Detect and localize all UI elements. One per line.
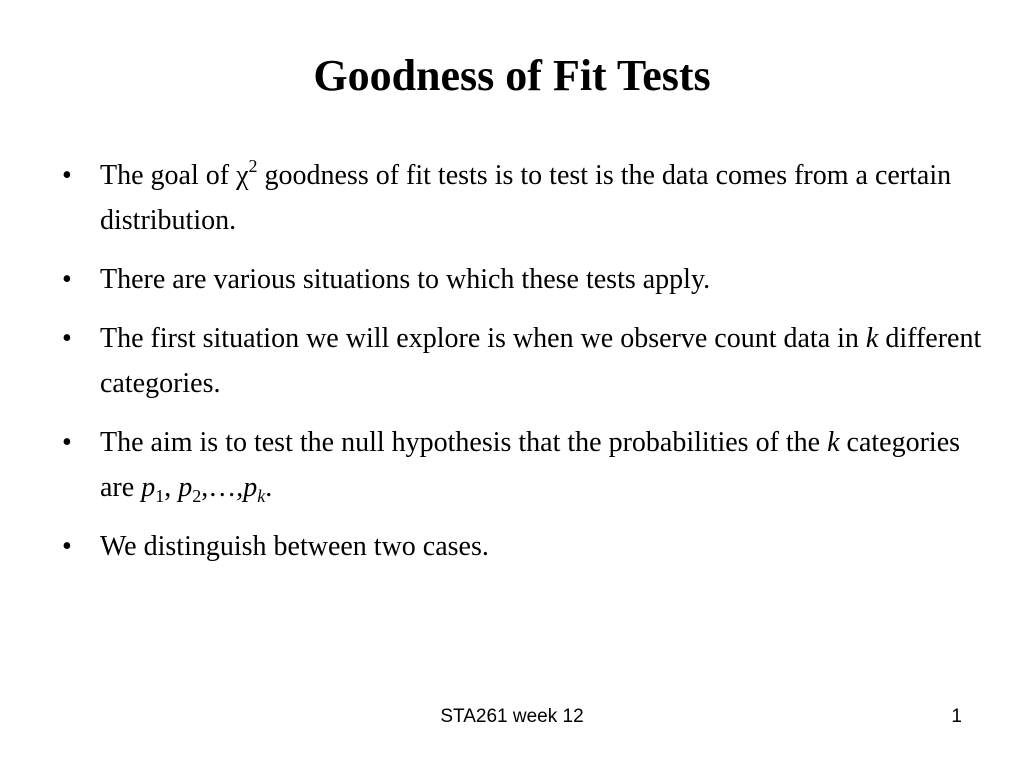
text-fragment: The first situation we will explore is when we observe count data in [100, 323, 866, 354]
subscript: 1 [155, 486, 165, 506]
text-fragment: different categories. [100, 323, 982, 399]
text-fragment: ,…, [201, 472, 244, 503]
math-variable: p [178, 472, 193, 503]
math-variable: k [257, 486, 266, 506]
bullet-text: We distinguish between two cases. [100, 531, 489, 562]
text-fragment: , [164, 472, 179, 503]
bullet-text: There are various situations to which these tests apply. [100, 264, 711, 295]
math-variable: k [827, 427, 840, 458]
bullet-list [62, 153, 982, 583]
bullet-item-situations [62, 257, 982, 302]
math-variable: p [141, 472, 156, 503]
math-variable: p [243, 472, 258, 503]
bullet-marker: • [62, 531, 72, 562]
subscript [257, 486, 265, 506]
bullet-marker: • [62, 160, 72, 191]
superscript: 2 [248, 156, 258, 176]
bullet-text [100, 316, 982, 406]
text-fragment: categories are [100, 427, 961, 503]
text-fragment: The goal of [100, 160, 237, 191]
bullet-marker: • [62, 427, 72, 458]
subscript: 2 [192, 486, 202, 506]
bullet-text [100, 153, 982, 243]
bullet-marker: • [62, 323, 72, 354]
footer-page-number: 1 [951, 706, 962, 727]
math-variable: k [865, 323, 879, 354]
bullet-item-null-hypothesis [62, 420, 982, 510]
bullet-marker: • [62, 264, 72, 295]
bullet-item-first-situation [62, 316, 982, 406]
chi-symbol: χ [236, 160, 249, 191]
text-fragment: . [265, 472, 273, 503]
footer-course-label: STA261 week 12 [440, 706, 584, 727]
slide-title: Goodness of Fit Tests [313, 51, 711, 100]
text-fragment: The aim is to test the null hypothesis that the probabilities of the [100, 427, 828, 458]
text-fragment: goodness of fit tests is to test is the data comes from a certain distribution. [100, 160, 952, 236]
bullet-item-goal [62, 153, 982, 243]
bullet-item-two-cases [62, 524, 982, 569]
bullet-text [100, 420, 982, 510]
